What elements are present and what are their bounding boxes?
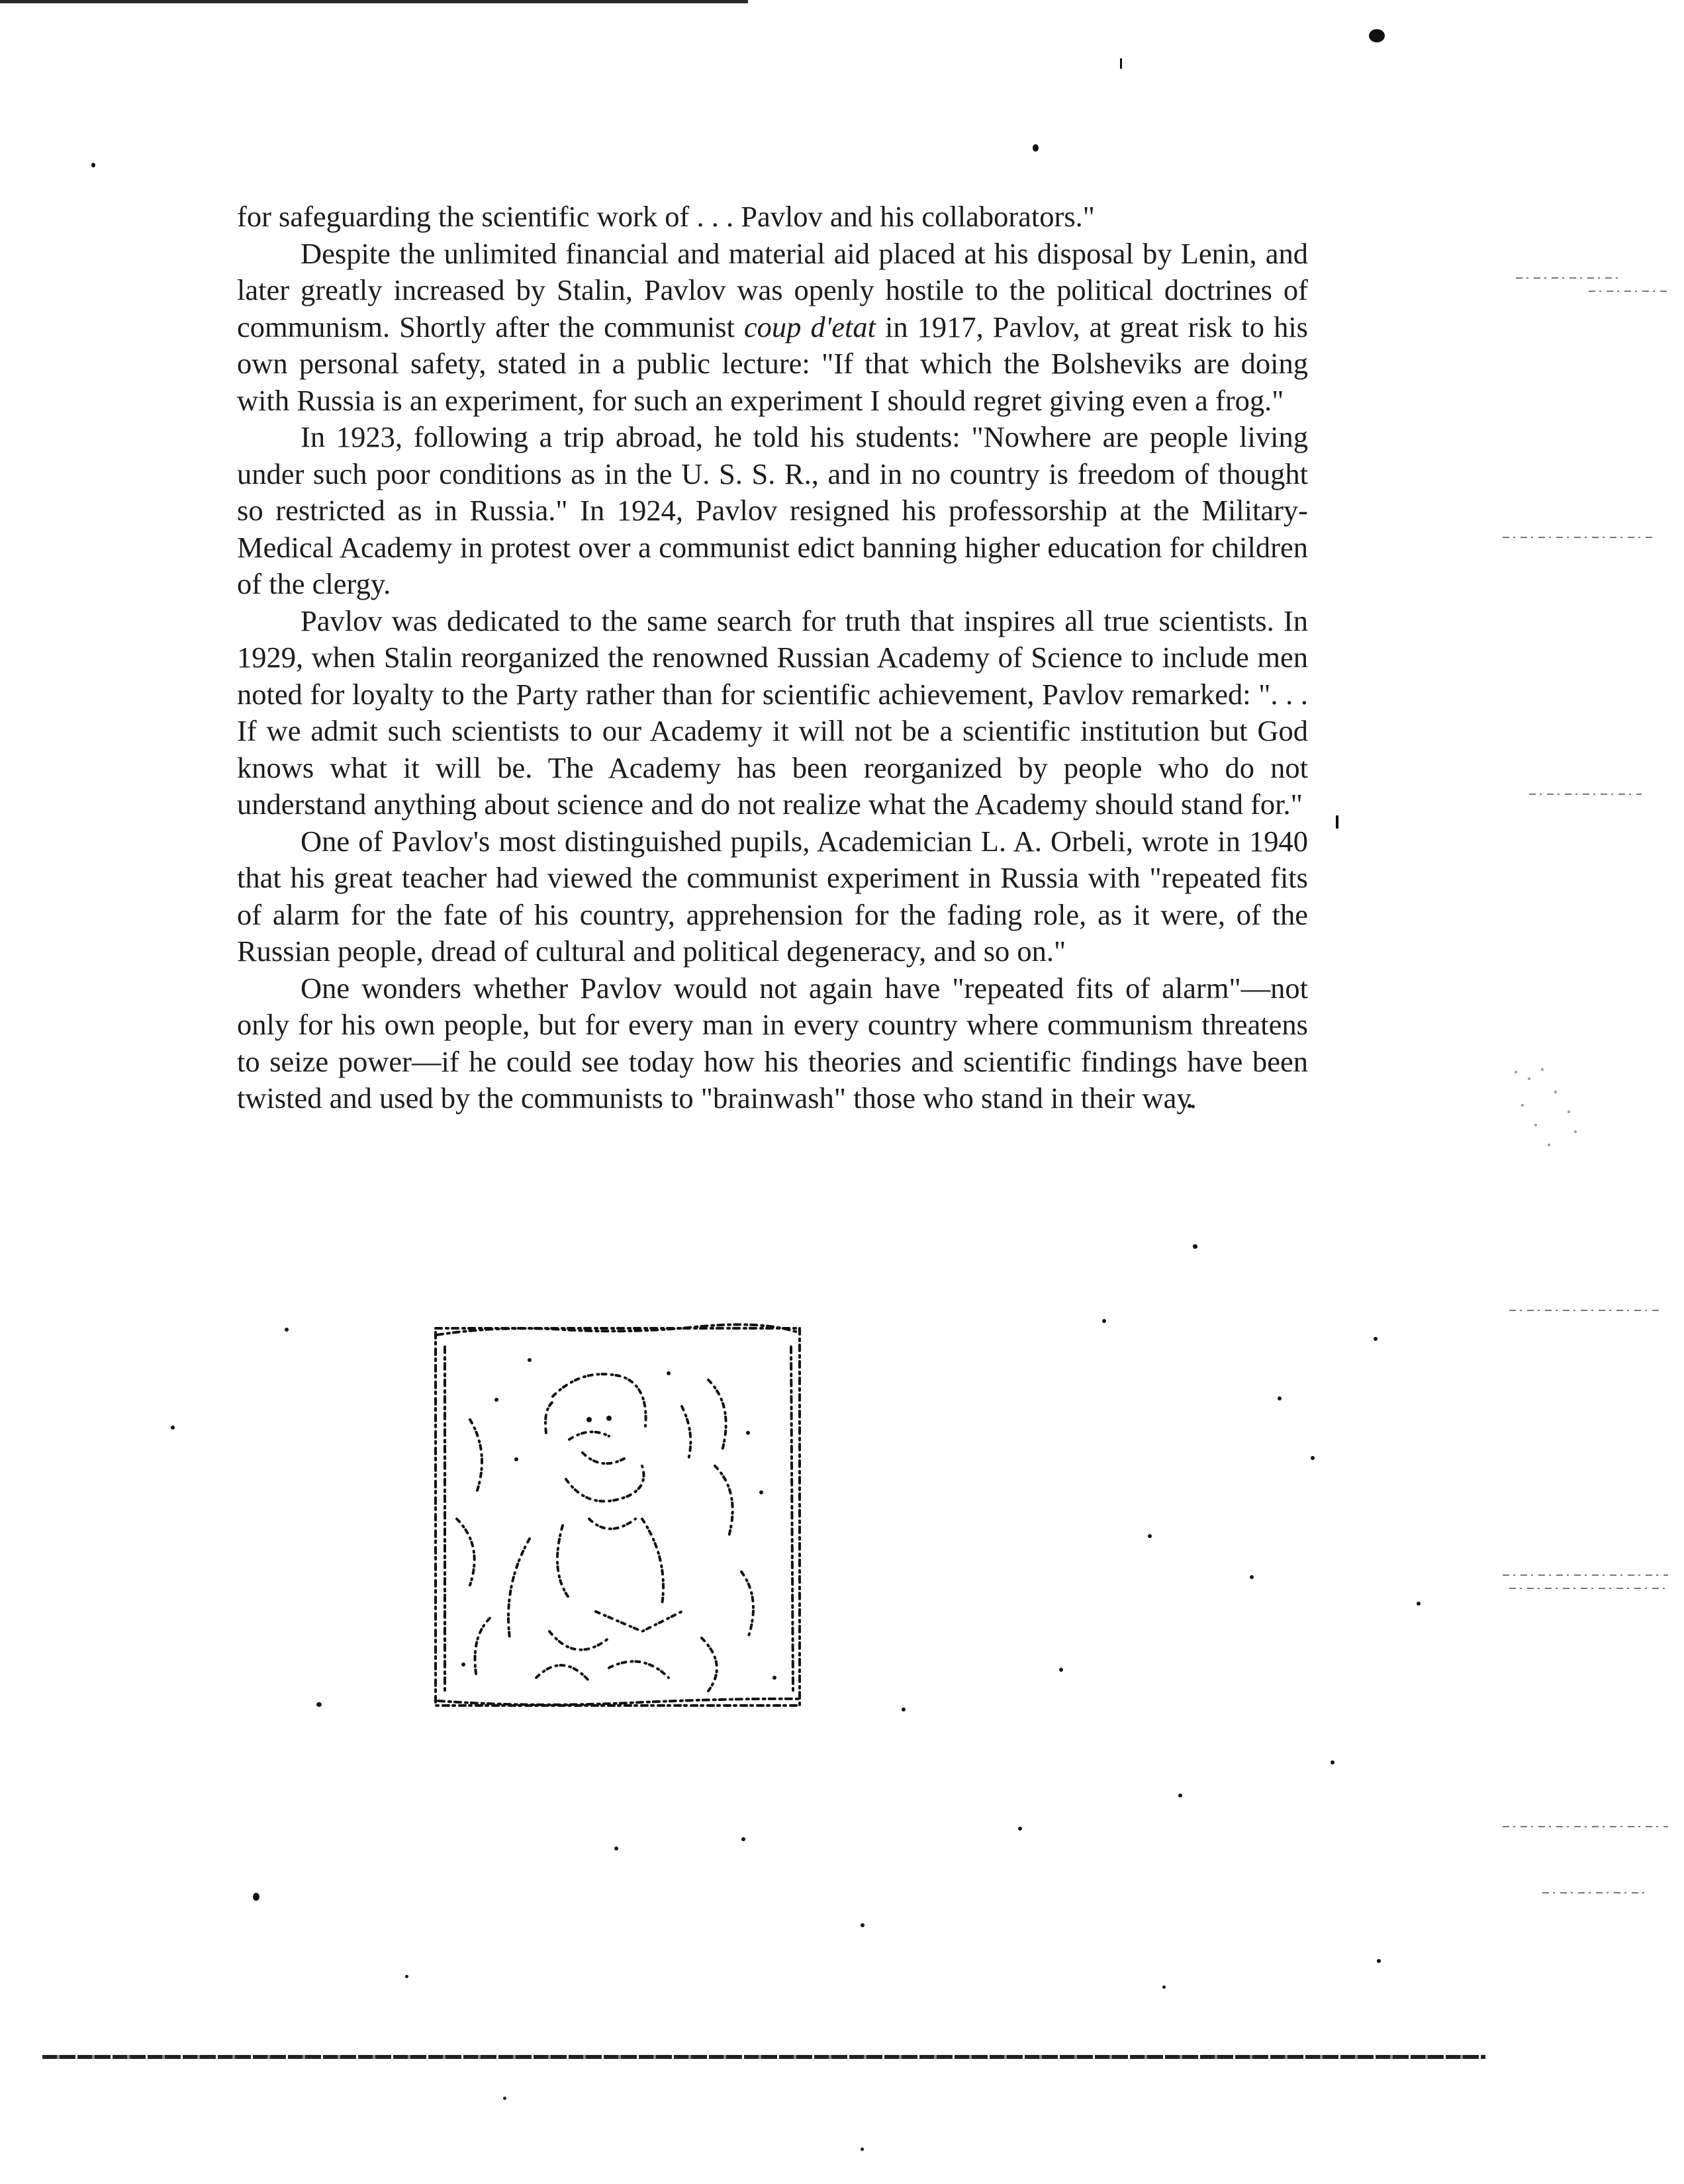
scan-speck <box>1059 1668 1063 1672</box>
bottom-rule <box>42 2055 1485 2059</box>
scan-speck <box>1193 1244 1197 1249</box>
scan-speck <box>1278 1396 1282 1400</box>
scan-speck <box>861 2148 864 2151</box>
scan-speck <box>253 1893 259 1901</box>
article-text <box>237 199 1308 1117</box>
scan-speck <box>741 1837 745 1841</box>
paragraph-3: In 1923, following a trip abroad, he told his students: "Nowhere are people living under such poor conditions as in the U. S. S. R., and in no country is freedom of thought so restricted as in Russia." In 1924, Pavlov resigned his professorship at the Military-Medical Academy in protest over a communist edict banning higher education for children of the clergy. <box>237 420 1308 600</box>
scan-speck <box>1377 1959 1381 1963</box>
scan-speck <box>405 1975 408 1978</box>
scan-speck <box>1178 1794 1182 1797</box>
scan-speck <box>1417 1602 1421 1606</box>
portrait-illustration <box>430 1320 808 1714</box>
paragraph-6: One wonders whether Pavlov would not again have "repeated fits of alarm"—not only for his own people, but for every man in every country where communism threatens to seize power—if he could see today how his theories and scientific findings have been twisted and used by the communists to "brainwash" those who stand in their way. <box>237 971 1308 1115</box>
top-rule <box>0 0 748 3</box>
paragraph-4: Pavlov was dedicated to the same search for truth that inspires all true scientists. In 1929, when Stalin reorganized the renowned Russian Academy of Science to include men noted for loyalty to the Party rather than for scientific achievement, Pavlov remarked: ". . . If we admit such scientists to our Academy it will not be a scientific institution but God knows what it will be. The Academy has been reorganized by people who do not understand anything about science and do not realize what the Academy should stand for." <box>237 604 1308 821</box>
scan-speck <box>614 1846 618 1850</box>
scan-speck <box>1120 58 1122 69</box>
scan-speck <box>1148 1534 1152 1538</box>
scan-speck <box>1336 815 1338 829</box>
scan-speck <box>861 1923 865 1927</box>
paragraph-2-start: Despite the unlimited financial and material aid placed at his disposal by Lenin, and later greatly increased by Stalin, Pavlov was openly hostile to the political doctrines of communism. Shortly after the communist <box>237 236 1308 343</box>
scan-speck <box>1369 29 1385 42</box>
scan-speck <box>171 1426 175 1430</box>
scan-speck <box>1374 1337 1378 1341</box>
scan-speck <box>1102 1319 1106 1323</box>
paragraph-2 <box>237 236 1308 420</box>
scan-speck <box>1311 1456 1315 1460</box>
scan-speck <box>91 163 95 167</box>
scan-speck <box>316 1702 322 1707</box>
scan-speck <box>503 2097 506 2100</box>
italic-phrase: coup d'etat <box>743 310 876 343</box>
scan-speck <box>1018 1827 1022 1831</box>
scan-speck <box>1250 1575 1254 1579</box>
scan-speck <box>902 1707 906 1711</box>
margin-scan-marks <box>1489 251 1675 1972</box>
scan-speck <box>1033 144 1039 152</box>
scan-speck <box>285 1328 289 1332</box>
paragraph-1: for safeguarding the scientific work of . . . Pavlov and his collaborators." <box>237 200 1095 233</box>
paragraph-5: One of Pavlov's most distinguished pupils, Academician L. A. Orbeli, wrote in 1940 that his great teacher had viewed the communist experiment in Russia with "repeated fits of alarm for the fate of his country, apprehension for the fading role, as it were, of the Russian people, dread of cultural and political degeneracy, and so on." <box>237 824 1308 968</box>
scan-speck <box>1162 1985 1166 1989</box>
paragraph-2-end: in 1917, Pavlov, at great risk to his own personal safety, stated in a public lecture: "If that which the Bolsheviks are doing with Russia is an experiment, for such an experiment I should regret giving even a frog." <box>237 310 1308 417</box>
scan-speck <box>1331 1760 1334 1764</box>
